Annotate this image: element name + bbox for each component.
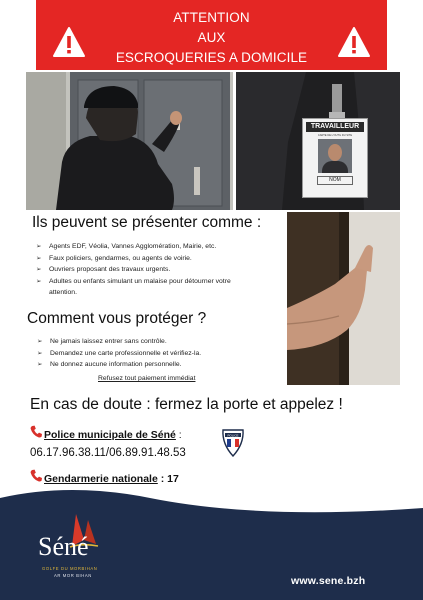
banner-title-line2: AUX — [197, 30, 226, 45]
badge-subtitle: CARTE DE L'OUTIL DU SITE — [317, 134, 353, 137]
photo-hand-on-door — [287, 212, 400, 385]
worker-badge — [302, 118, 368, 198]
photo-man-at-door — [26, 72, 233, 210]
list-item: ➢ Demandez une carte professionnelle et vérifiez-la. — [37, 348, 277, 360]
phone-icon — [30, 425, 42, 438]
list-item: ➢ Ne jamais laissez entrer sans contrôle. — [37, 336, 277, 348]
banner-title-line1: ATTENTION — [173, 10, 250, 25]
brand-name: Séné — [38, 532, 89, 561]
protection-list — [37, 336, 277, 371]
website-link[interactable]: www.sene.bzh — [291, 575, 366, 587]
phone-icon — [30, 469, 42, 482]
warning-icon — [52, 26, 86, 58]
brand-tagline: GOLFE DU MORBIHAN — [42, 566, 98, 571]
banner-title-line3: ESCROQUERIES A DOMICILE — [115, 50, 308, 65]
list-item: ➢ Ne donnez aucune information personnelle. — [37, 359, 277, 371]
police-contact-label — [44, 429, 182, 441]
list-item: ➢ Agents EDF, Véolia, Vannes Agglomération, Mairie, etc. — [36, 241, 281, 253]
list-item-continuation: attention. — [49, 289, 77, 296]
badge-name-label: NOM — [317, 176, 353, 185]
list-item: ➢ Ouvriers proposant des travaux urgents. — [36, 264, 281, 276]
police-phone-numbers: 06.17.96.38.11/06.89.91.48.53 — [30, 447, 186, 459]
police-label-suffix: : — [175, 429, 182, 441]
police-label: Police municipale de Séné — [44, 429, 176, 441]
doubt-heading: En cas de doute : fermez la porte et appelez ! — [30, 396, 343, 413]
header-banner — [36, 0, 387, 70]
list-item: ➢ Faux policiers, gendarmes, ou agents de voirie. — [36, 253, 281, 265]
refuse-payment-note: Refusez tout paiement immédiat — [98, 375, 196, 382]
heading-who: Ils peuvent se présenter comme : — [32, 214, 262, 231]
warning-icon — [337, 26, 371, 58]
gendarmerie-number: : 17 — [157, 473, 179, 485]
police-badge-icon — [220, 428, 246, 458]
list-item: ➢ Adultes ou enfants simulant un malaise pour détourner votre — [36, 276, 281, 288]
heading-protect: Comment vous protéger ? — [27, 310, 207, 327]
police-badge-text: POLICE — [227, 433, 239, 438]
gendarmerie-label: Gendarmerie nationale — [44, 473, 158, 485]
brand-tagline-breton: AR MOR BIHAN — [54, 573, 92, 578]
gendarmerie-contact-label — [44, 473, 179, 485]
badge-title: TRAVAILLEUR — [306, 122, 364, 132]
photo-worker-badge — [236, 72, 400, 210]
badge-photo — [318, 139, 352, 173]
banner-title — [86, 8, 337, 68]
impersonation-list — [36, 241, 281, 299]
